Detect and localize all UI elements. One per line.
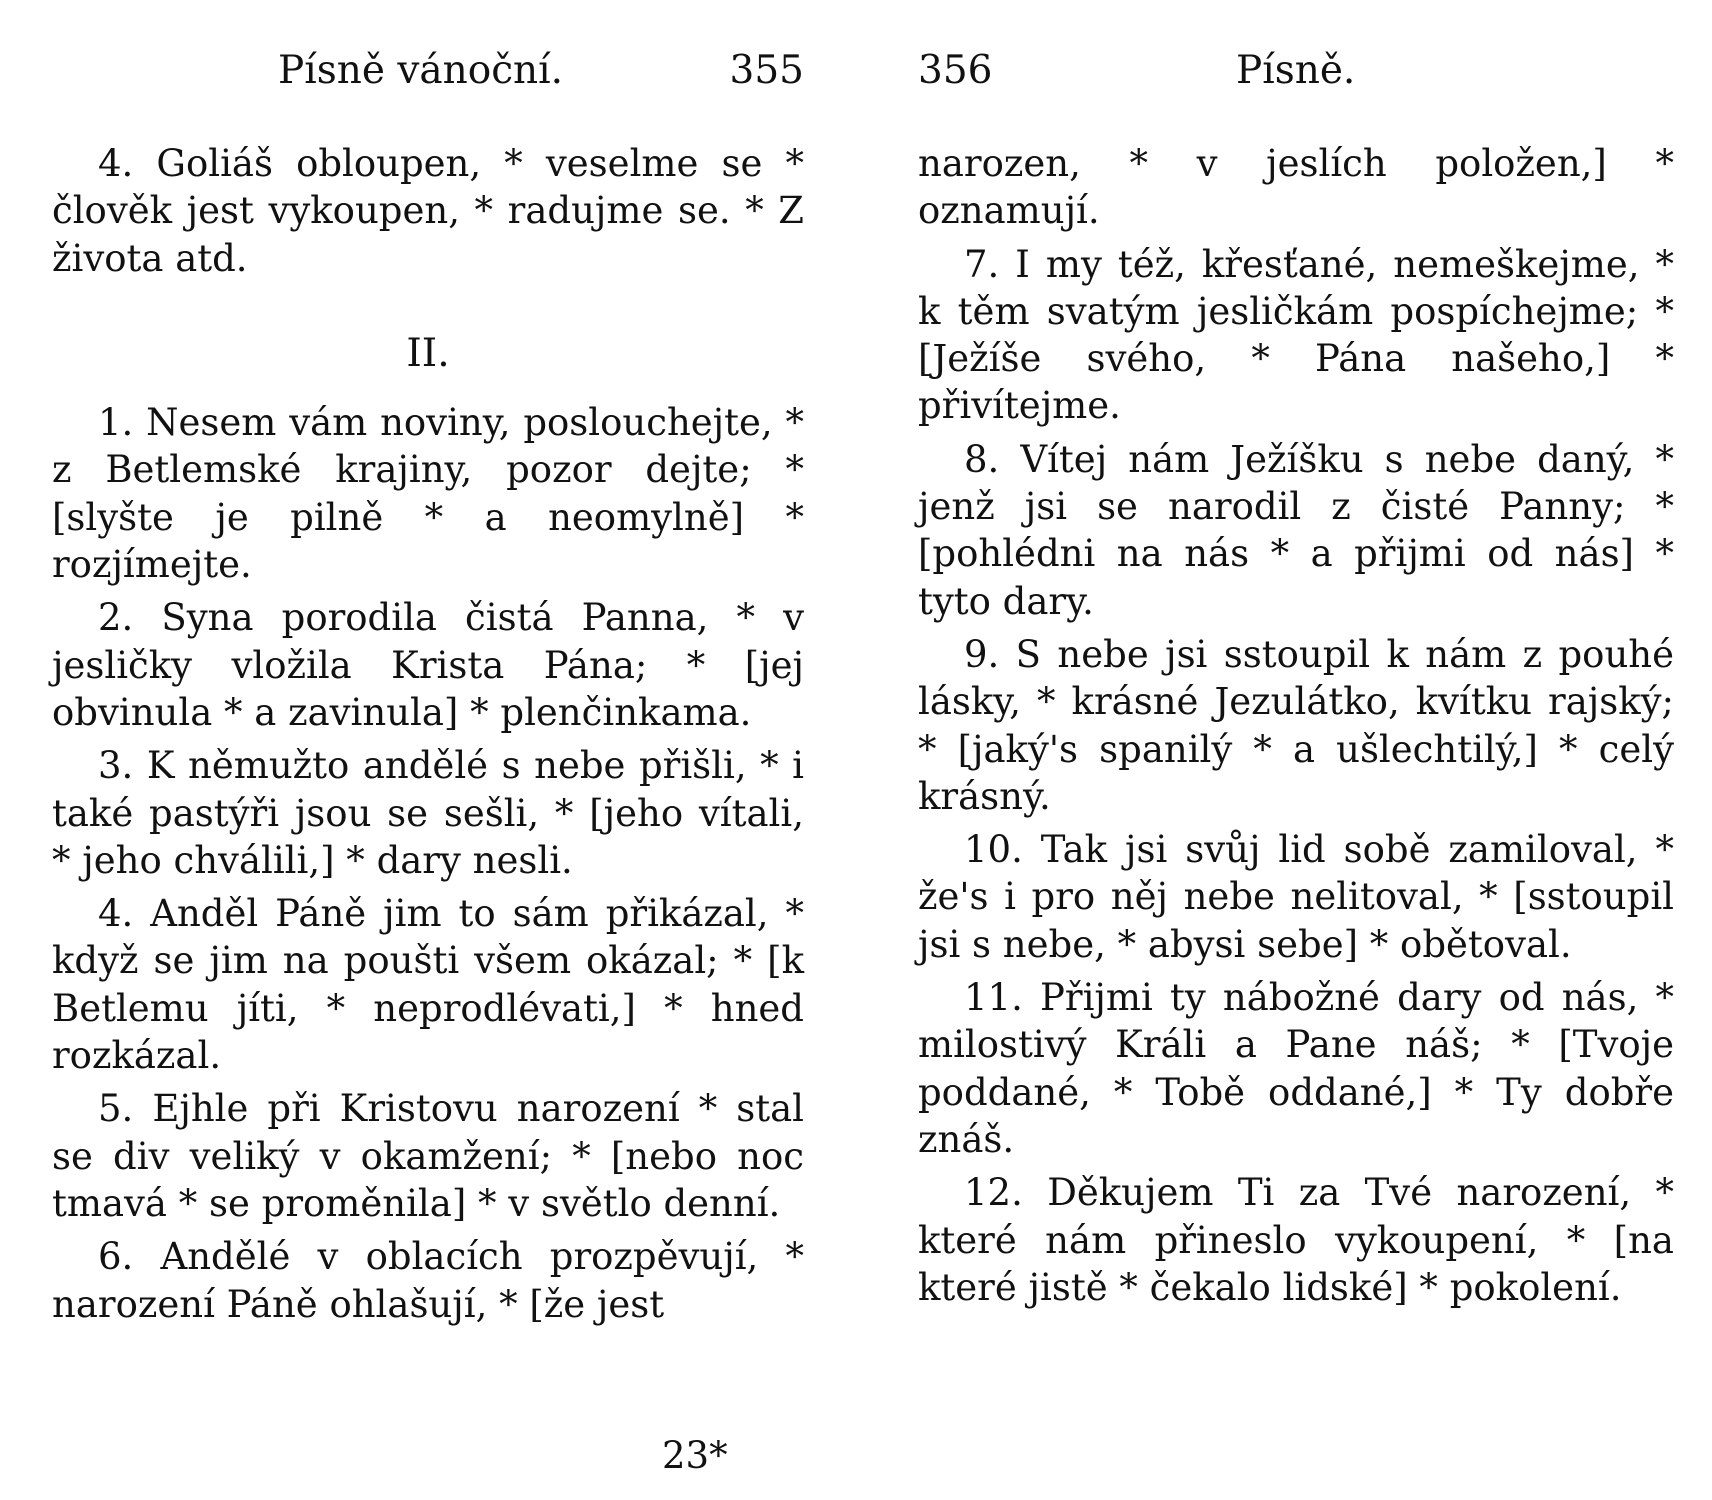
stanza-12: 12. Děkujem Ti za Tvé narození, * které nám přineslo vykoupení, * [na které jistě * čekalo lidské] * pokolení. [918, 1171, 1674, 1309]
stanza-5: 5. Ejhle při Kristovu narození * stal se div veliký v okamžení; * [nebo noc tmavá * se proměnila] * v světlo denní. [52, 1087, 804, 1225]
left-body-text [52, 140, 804, 1334]
opening-stanza: 4. Goliáš obloupen, * veselme se * člověk jest vykoupen, * radujme se. * Z života atd. [52, 142, 804, 280]
stanza-4: 4. Anděl Páně jim to sám přikázal, * když se jim na poušti všem okázal; * [k Betlemu jíti, * neprodlévati,] * hned rozkázal. [52, 892, 804, 1078]
right-running-head [918, 48, 1674, 98]
stanza-2: 2. Syna porodila čistá Panna, * v jesličky vložila Krista Pána; * [jej obvinula * a zavinula] * plenčinkama. [52, 596, 804, 734]
running-title: Písně. [1236, 48, 1356, 93]
page-number: 355 [729, 48, 804, 93]
stanza-11: 11. Přijmi ty nábožné dary od nás, * milostivý Králi a Pane náš; * [Tvoje poddané, * Tobě oddané,] * Ty dobře znáš. [918, 976, 1674, 1161]
left-running-head [52, 48, 804, 98]
stanza-3: 3. K němužto andělé s nebe přišli, * i také pastýři jsou se sešli, * [jeho vítali, * jeho chválili,] * dary nesli. [52, 744, 804, 882]
right-page [918, 0, 1674, 1500]
running-title: Písně vánoční. [278, 48, 564, 93]
stanza-7: 7. I my též, křesťané, nemeškejme, * k těm svatým jesličkám pospíchejme; * [Ježíše svého, * Pána našeho,] * přivítejme. [918, 242, 1674, 428]
stanza-10: 10. Tak jsi svůj lid sobě zamiloval, * že's i pro něj nebe nelitoval, * [sstoupil jsi s nebe, * abysi sebe] * obětoval. [918, 828, 1674, 966]
right-body-text [918, 140, 1674, 1317]
stanza-6: 6. Andělé v oblacích prozpěvují, * narození Páně ohlašují, * [že jest [52, 1235, 804, 1326]
section-heading: II. [406, 330, 450, 376]
stanza-1: 1. Nesem vám noviny, poslouchejte, * z Betlemské krajiny, pozor dejte; * [slyšte je pilně * a neomylně] * rozjímejte. [52, 401, 804, 587]
stanza-8: 8. Vítej nám Ježíšku s nebe daný, * jenž jsi se narodil z čisté Panny; * [pohlédni na nás * a přijmi od nás] * tyto dary. [918, 437, 1674, 623]
stanza-6-continuation: narozen, * v jeslích položen,] * oznamují. [918, 142, 1674, 233]
left-page [52, 0, 804, 1500]
page-number: 356 [918, 48, 993, 93]
stanza-9: 9. S nebe jsi sstoupil k nám z pouhé lásky, * krásné Jezulátko, kvítku rajský; * [jaký's spanilý * a ušlechtilý,] * celý krásný. [918, 632, 1674, 818]
signature-mark: 23* [662, 1434, 728, 1477]
